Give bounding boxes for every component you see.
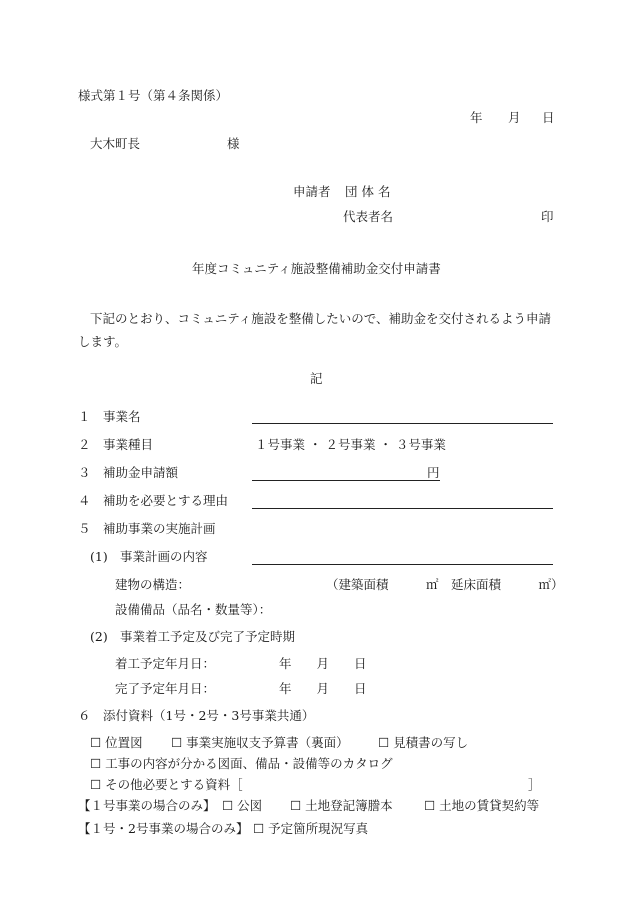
item-2-label: 事業種目 [103, 437, 154, 452]
item-5-1-label: 事業計画の内容 [120, 549, 208, 564]
seal-mark: 印 [541, 209, 554, 224]
yen-unit: 円 [427, 465, 440, 480]
item-5-2-number: (2) [90, 629, 108, 644]
start-date-ymd: 年 月 日 [279, 656, 367, 671]
type1-2-only-heading: 【１号・2号事業の場合のみ】 [78, 821, 249, 836]
equipment-label: 設備備品（品名・数量等）： [115, 602, 272, 617]
item-2-number: ２ [78, 437, 91, 452]
checkbox-land-lease[interactable]: ☐ 土地の賃貸契約等 [424, 798, 540, 813]
plan-content-field-line[interactable] [252, 564, 553, 565]
date-day-label: 日 [542, 110, 555, 125]
checkbox-drawings-catalog[interactable]: ☐ 工事の内容が分かる図面、備品・設備等のカタログ [90, 756, 393, 771]
body-text-line-1: 下記のとおり、コミュニティ施設を整備したいので、補助金を交付されるよう申請 [90, 311, 552, 326]
item-5-number: ５ [78, 521, 91, 536]
business-name-field-line[interactable] [252, 423, 553, 424]
subsidy-amount-field-line[interactable] [252, 480, 440, 481]
business-type-options[interactable]: １号事業 ・ ２号事業 ・ ３号事業 [255, 437, 446, 452]
ki-heading: 記 [310, 371, 323, 386]
other-documents-close-bracket: ］ [528, 777, 541, 792]
item-6-label: 添付資料（1号・2号・3号事業共通） [103, 708, 315, 723]
representative-name-label: 代表者名 [343, 209, 394, 224]
checkbox-cadastral-map[interactable]: ☐ 公図 [222, 798, 263, 813]
checkbox-budget[interactable]: ☐ 事業実施収支予算書（裏面） [171, 735, 349, 750]
item-5-1-number: (1) [90, 549, 108, 564]
item-3-number: ３ [78, 465, 91, 480]
checkbox-location-map[interactable]: ☐ 位置図 [90, 735, 143, 750]
item-3-label: 補助金申請額 [103, 465, 179, 480]
floor-area-text: （建築面積 ㎡ 延床面積 ㎡） [326, 577, 564, 592]
item-1-number: １ [78, 409, 91, 424]
end-date-label: 完了予定年月日： [115, 681, 216, 696]
item-5-2-label: 事業着工予定及び完了予定時期 [120, 629, 296, 644]
start-date-label: 着工予定年月日： [115, 656, 216, 671]
item-4-label: 補助を必要とする理由 [103, 493, 229, 508]
end-date-ymd: 年 月 日 [279, 681, 367, 696]
applicant-label: 申請者 [293, 184, 331, 199]
checkbox-other-documents[interactable]: ☐ その他必要とする資料［ [90, 777, 243, 792]
date-month-label: 月 [508, 110, 521, 125]
addressee-honorific: 様 [227, 136, 240, 151]
item-4-number: ４ [78, 493, 91, 508]
date-year-label: 年 [470, 110, 483, 125]
item-5-label: 補助事業の実施計画 [103, 521, 216, 536]
checkbox-land-registry[interactable]: ☐ 土地登記簿謄本 [290, 798, 393, 813]
item-6-number: ６ [78, 708, 91, 723]
form-number: 様式第１号（第４条関係） [78, 88, 229, 103]
addressee-name: 大木町長 [90, 136, 141, 151]
building-structure-label: 建物の構造： [115, 577, 191, 592]
type1-only-heading: 【１号事業の場合のみ】 [78, 798, 216, 813]
organization-name-label: 団 体 名 [345, 184, 391, 199]
item-1-label: 事業名 [103, 409, 141, 424]
checkbox-site-photos[interactable]: ☐ 予定箇所現況写真 [253, 821, 369, 836]
body-text-line-2: します。 [78, 334, 128, 349]
document-title: 年度コミュニティ施設整備補助金交付申請書 [192, 261, 441, 276]
reason-field-line[interactable] [252, 508, 553, 509]
checkbox-estimate-copy[interactable]: ☐ 見積書の写し [378, 735, 469, 750]
